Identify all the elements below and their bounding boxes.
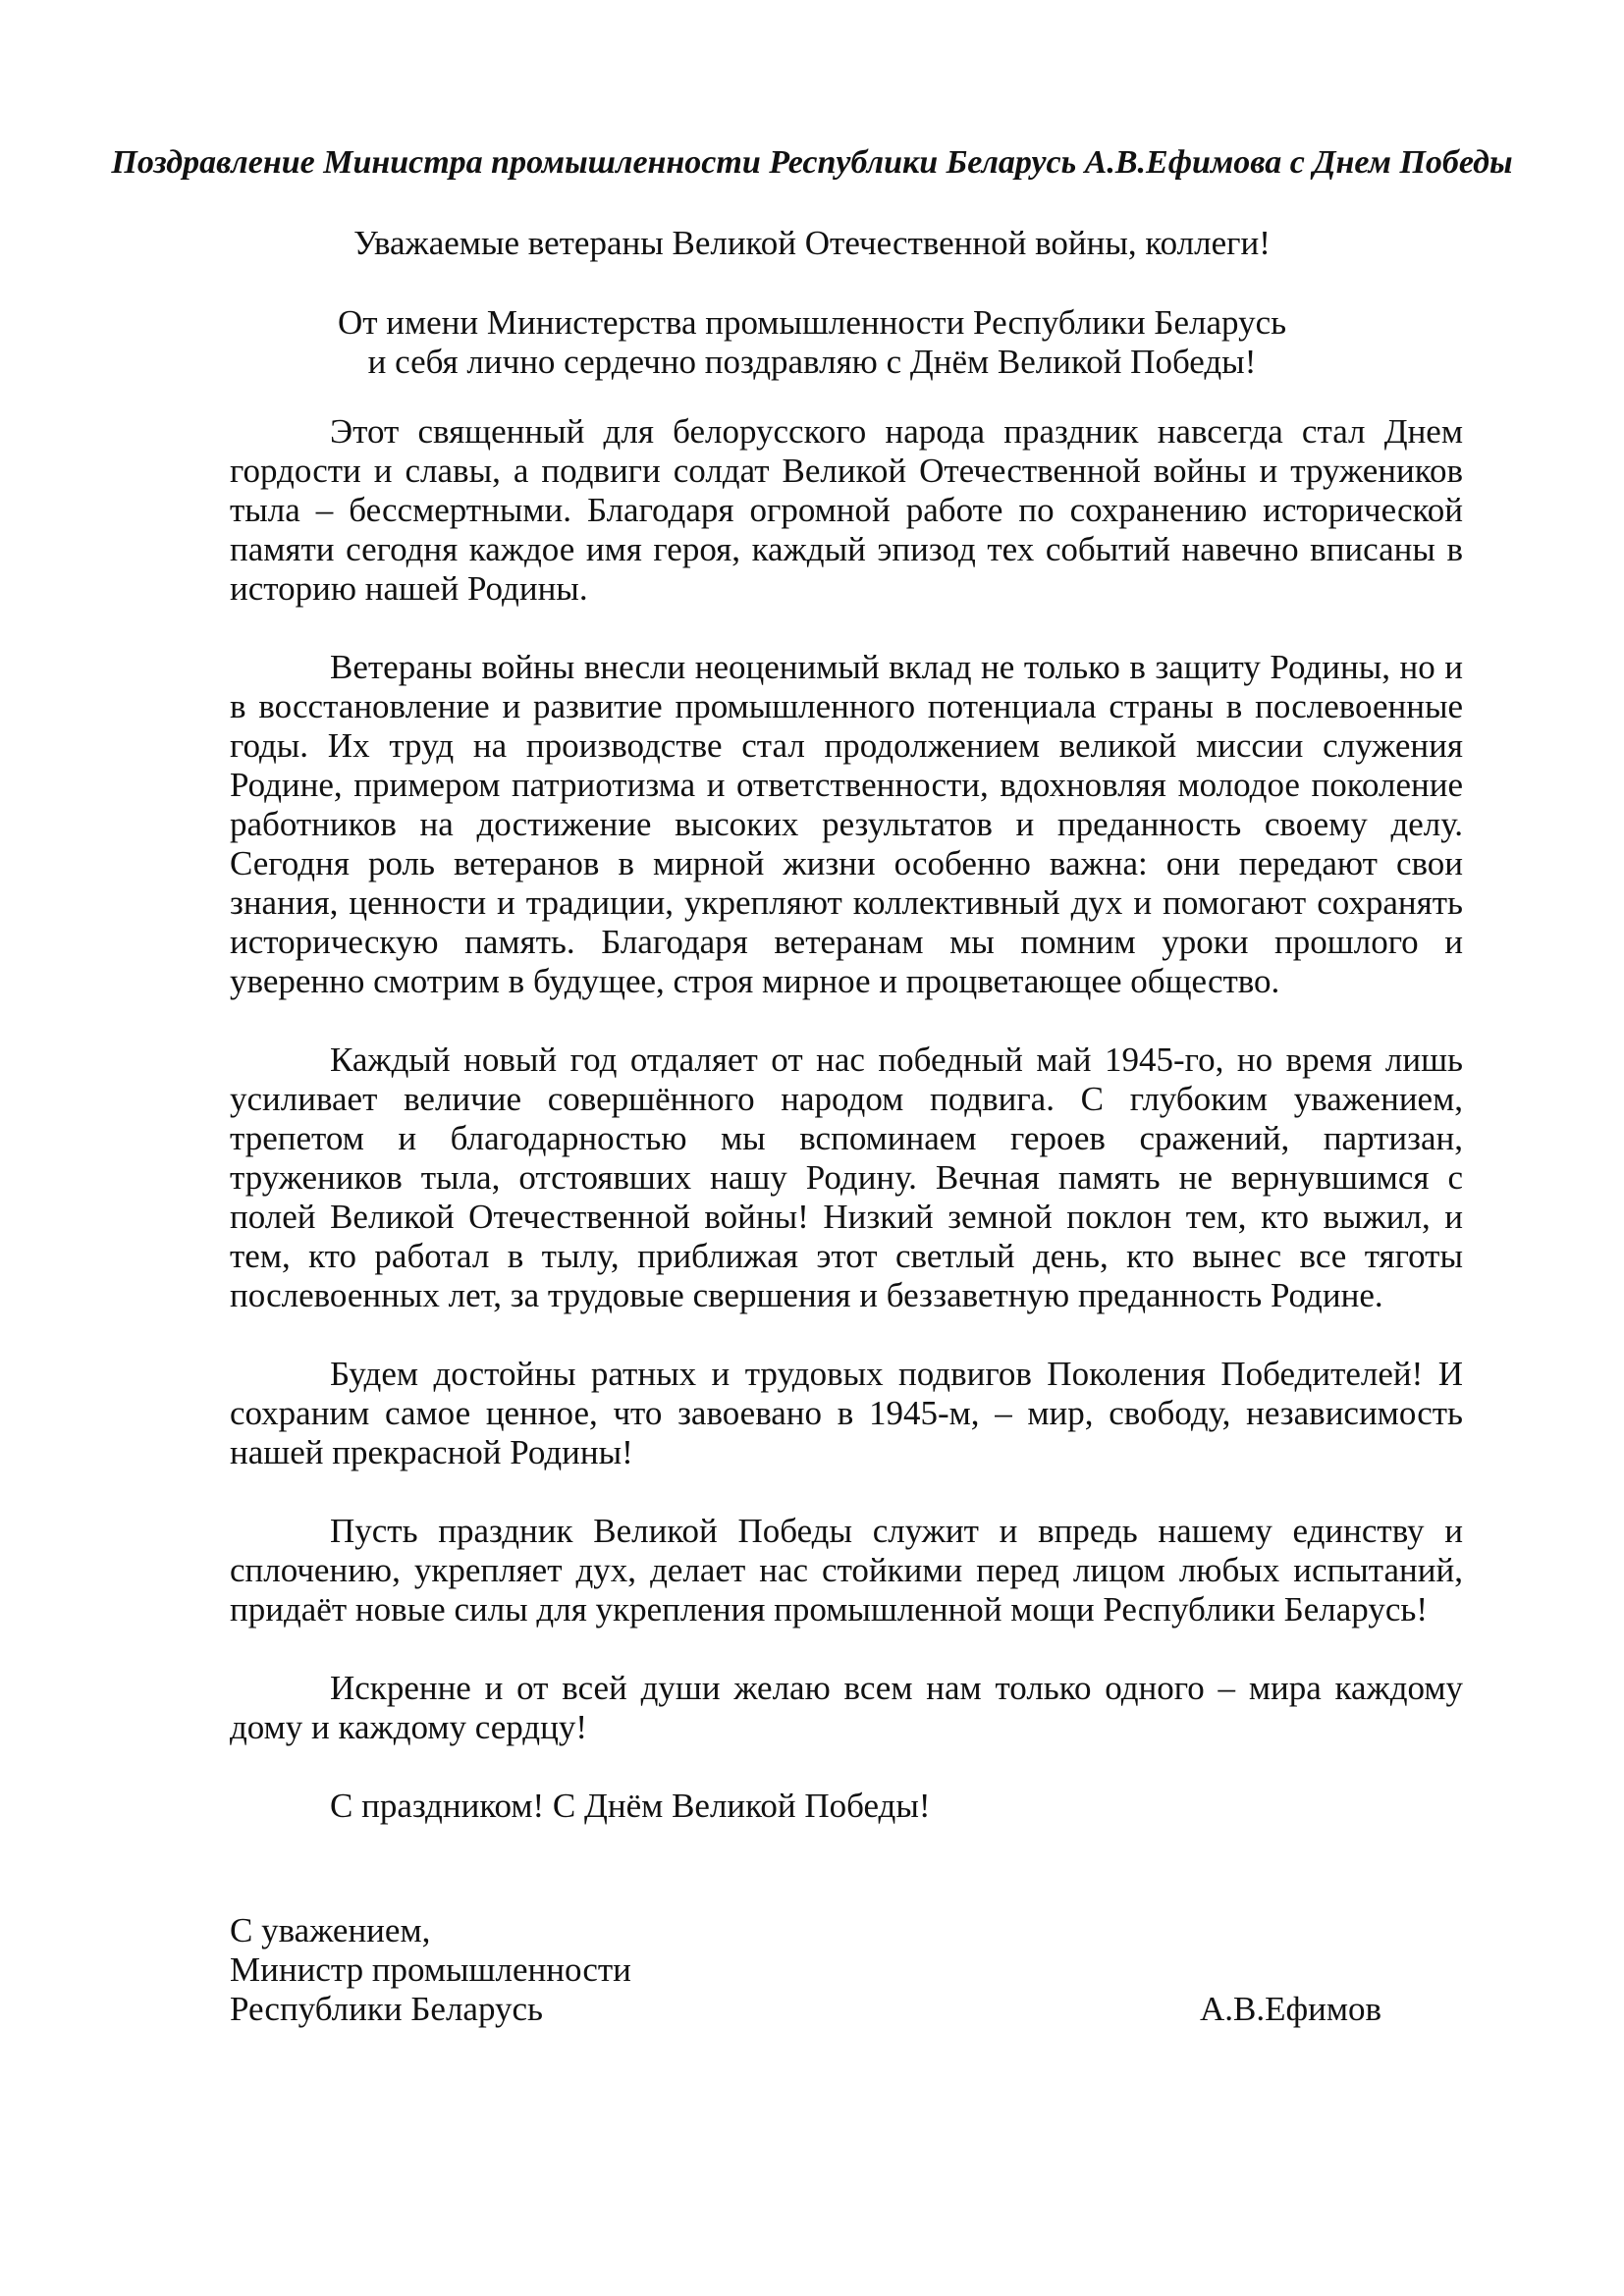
paragraph-4: Будем достойны ратных и трудовых подвигов Поколения Победителей! И сохраним самое ценное, что завоевано в 1945-м, – мир, свободу, независимость нашей прекрасной Родины!	[230, 1355, 1463, 1471]
letter-body	[230, 412, 1463, 1826]
paragraph-6: Искренне и от всей души желаю всем нам только одного – мира каждому дому и каждому сердцу!	[230, 1669, 1463, 1746]
paragraph-3: Каждый новый год отдаляет от нас победный май 1945-го, но время лишь усиливает величие совершённого народом подвига. С глубоким уважением, трепетом и благодарностью мы вспоминаем героев сражений, партизан, тружеников тыла, отстоявших нашу Родину. Вечная память не вернувшимся с полей Великой Отечественной войны! Низкий земной поклон тем, кто выжил, и тем, кто работал в тылу, приближая этот светлый день, кто вынес все тяготы послевоенных лет, за трудовые свершения и беззаветную преданность Родине.	[230, 1041, 1463, 1314]
signature-name: А.В.Ефимов	[1200, 1990, 1382, 2028]
signature-block	[230, 1911, 631, 2029]
greeting-line-2: и себя лично сердечно поздравляю с Днём Великой Победы!	[367, 343, 1257, 381]
paragraph-1: Этот священный для белорусского народа праздник навсегда стал Днем гордости и славы, а подвиги солдат Великой Отечественной войны и тружеников тыла – бессмертными. Благодаря огромной работе по сохранению исторической памяти сегодня каждое имя героя, каждый эпизод тех событий навечно вписаны в историю нашей Родины.	[230, 412, 1463, 608]
signature-regards: С уважением,	[230, 1911, 431, 1949]
greeting-line-1: От имени Министерства промышленности Республики Беларусь	[337, 303, 1287, 342]
salutation: Уважаемые ветераны Великой Отечественной войны, коллеги!	[353, 224, 1271, 262]
signature-position-line-2: Республики Беларусь	[230, 1990, 543, 2028]
paragraph-2: Ветераны войны внесли неоценимый вклад не только в защиту Родины, но и в восстановление и развитие промышленного потенциала страны в послевоенные годы. Их труд на производстве стал продолжением великой миссии служения Родине, примером патриотизма и ответственности, вдохновляя молодое поколение работников на достижение высоких результатов и преданность своему делу. Сегодня роль ветеранов в мирной жизни особенно важна: они передают свои знания, ценности и традиции, укрепляют коллективный дух и помогают сохранять историческую память. Благодаря ветеранам мы помним уроки прошлого и уверенно смотрим в будущее, строя мирное и процветающее общество.	[230, 648, 1463, 1000]
paragraph-5: Пусть праздник Великой Победы служит и впредь нашему единству и сплочению, укрепляет дух, делает нас стойкими перед лицом любых испытаний, придаёт новые силы для укрепления промышленной мощи Республики Беларусь!	[230, 1512, 1463, 1629]
paragraph-7: С праздником! С Днём Великой Победы!	[330, 1787, 931, 1825]
document-title: Поздравление Министра промышленности Республики Беларусь А.В.Ефимова с Днем Победы	[111, 144, 1513, 181]
signature-position-line-1: Министр промышленности	[230, 1950, 631, 1989]
